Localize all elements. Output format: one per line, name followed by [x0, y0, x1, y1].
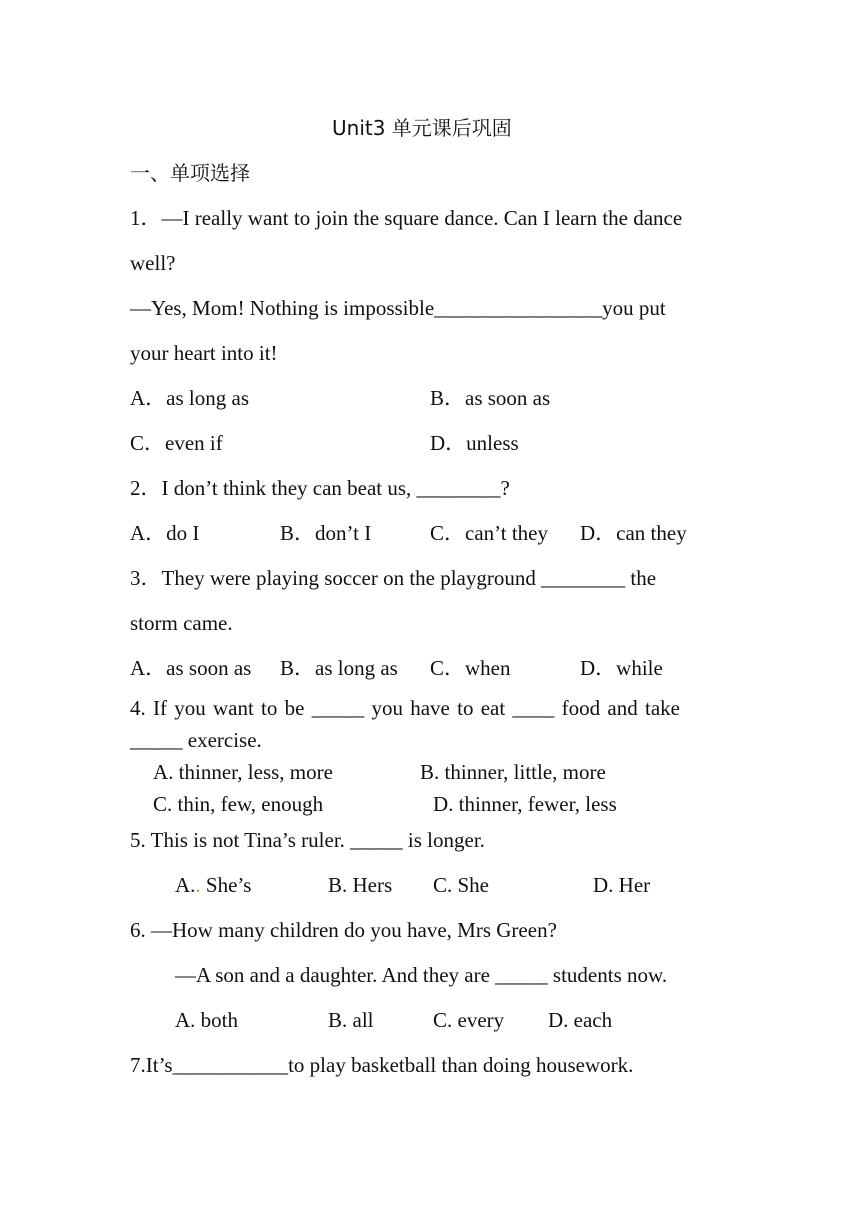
q3-option-c: C．when — [430, 656, 511, 680]
q4-stem-line1: 4. If you want to be _____ you have to eat ____ food and take — [130, 696, 680, 720]
q1-option-c: C．even if — [130, 431, 223, 455]
q2-option-d: D．can they — [580, 521, 687, 545]
q5-option-a — [175, 872, 251, 898]
q6-answer: —A son and a daughter. And they are _____ students now. — [175, 963, 668, 987]
q5-option-a-dot: . — [195, 873, 201, 897]
q4-option-b: B. thinner, little, more — [420, 760, 606, 784]
q5-option-d: D. Her — [593, 873, 651, 897]
q6-option-a: A. both — [175, 1008, 238, 1032]
q2-option-b: B．don’t I — [280, 521, 372, 545]
q1-stem-line1: 1．—I really want to join the square dance. Can I learn the dance — [130, 206, 683, 230]
q1-option-d: D．unless — [430, 431, 519, 455]
q4-option-c: C. thin, few, enough — [153, 792, 324, 816]
q1-option-b: B．as soon as — [430, 386, 551, 410]
section-heading: 一、单项选择 — [130, 161, 250, 185]
q2-option-c: C．can’t they — [430, 521, 549, 545]
q1-answer-line1: —Yes, Mom! Nothing is impossible________________you put — [130, 296, 666, 320]
q3-option-b: B．as long as — [280, 656, 398, 680]
q5-stem: 5. This is not Tina’s ruler. _____ is longer. — [130, 828, 485, 852]
q4-option-a: A. thinner, less, more — [153, 760, 333, 784]
q1-answer-line2: your heart into it! — [130, 341, 278, 365]
q5-option-b: B. Hers — [328, 873, 393, 897]
q3-option-a: A．as soon as — [130, 656, 252, 680]
q3-stem-line2: storm came. — [130, 611, 233, 635]
q5-option-c: C. She — [433, 873, 490, 897]
q6-option-d: D. each — [548, 1008, 613, 1032]
q1-stem-line2: well? — [130, 251, 176, 275]
q2-stem: 2．I don’t think they can beat us, ________? — [130, 476, 510, 500]
q4-option-d: D. thinner, fewer, less — [433, 792, 617, 816]
document-title: Unit3 单元课后巩固 — [332, 116, 512, 140]
q3-stem-line1: 3．They were playing soccer on the playground ________ the — [130, 566, 657, 590]
q2-option-a: A．do I — [130, 521, 200, 545]
q6-option-c: C. every — [433, 1008, 505, 1032]
q5-option-a-text: She’s — [200, 873, 252, 897]
q4-stem-line2: _____ exercise. — [130, 728, 262, 752]
q7-stem: 7.It’s___________to play basketball than doing housework. — [130, 1053, 634, 1077]
q6-stem: 6. —How many children do you have, Mrs Green? — [130, 918, 557, 942]
q6-option-b: B. all — [328, 1008, 374, 1032]
q5-option-a-letter: A. — [175, 873, 196, 897]
q1-option-a: A．as long as — [130, 386, 249, 410]
q3-option-d: D．while — [580, 656, 663, 680]
